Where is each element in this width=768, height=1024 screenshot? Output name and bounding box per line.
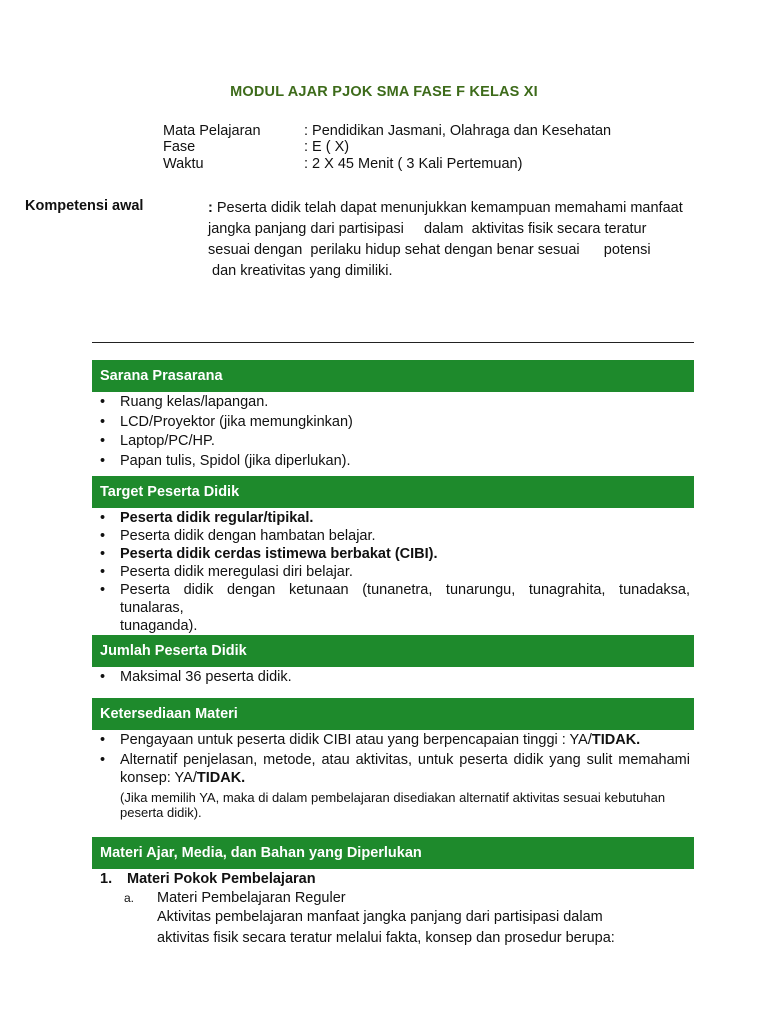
list-item: • Peserta didik dengan ketunaan (tunanetra, tunarungu, tunagrahita, tunadaksa, tunalaras, [100, 582, 690, 616]
list-item-continuation: tunaganda). [120, 618, 198, 634]
section-header-jumlah: Jumlah Peserta Didik [92, 635, 694, 667]
materi-paragraph [157, 907, 677, 949]
section-header-sarana: Sarana Prasarana [92, 360, 694, 392]
info-value: : Pendidikan Jasmani, Olahraga dan Kesehatan [304, 123, 612, 139]
bullet-icon: • [100, 510, 106, 526]
materi-sub-letter: a. [124, 891, 135, 905]
section-header-materi: Materi Ajar, Media, dan Bahan yang Diperlukan [92, 837, 694, 869]
list-item: • Ruang kelas/lapangan. [100, 393, 690, 413]
list-item: • Laptop/PC/HP. [100, 432, 690, 452]
section-header-target: Target Peserta Didik [92, 476, 694, 508]
bullet-icon: • [100, 732, 106, 748]
kompetensi-text [208, 198, 718, 282]
kompetensi-line: dan kreativitas yang dimiliki. [208, 263, 393, 279]
info-label: Waktu [163, 156, 204, 172]
materi-number: 1. [100, 871, 113, 887]
info-label: Mata Pelajaran [163, 123, 261, 139]
materi-heading-text: Materi Pokok Pembelajaran [127, 871, 316, 887]
list-item: • Pengayaan untuk peserta didik CIBI atau yang berpencapaian tinggi : YA/TIDAK. [100, 732, 641, 748]
info-value: : E ( X) [304, 139, 350, 155]
sarana-list [100, 393, 690, 471]
info-row-subject [163, 123, 611, 140]
info-value: : 2 X 45 Menit ( 3 Kali Pertemuan) [304, 156, 523, 172]
list-item: • Peserta didik cerdas istimewa berbakat (CIBI). [100, 546, 438, 562]
list-item: • Papan tulis, Spidol (jika diperlukan). [100, 452, 690, 472]
list-item: • Maksimal 36 peserta didik. [100, 669, 292, 685]
bullet-icon: • [100, 752, 106, 768]
bullet-icon: • [100, 528, 106, 544]
bullet-icon: • [100, 582, 106, 598]
jumlah-list [100, 668, 690, 687]
ketersediaan-note-cont: peserta didik). [120, 805, 202, 820]
list-item: • Peserta didik meregulasi diri belajar. [100, 564, 353, 580]
info-label: Fase [163, 139, 196, 155]
ketersediaan-note: (Jika memilih YA, maka di dalam pembelajaran disediakan alternatif aktivitas sesuai kebutuhan [120, 790, 666, 805]
target-list [100, 509, 690, 636]
list-item: • Peserta didik regular/tipikal. [100, 510, 314, 526]
kompetensi-colon: : [208, 200, 213, 216]
materi-paragraph-line: Aktivitas pembelajaran manfaat jangka panjang dari partisipasi dalam [157, 909, 603, 925]
bullet-icon: • [100, 413, 106, 430]
list-item: • Peserta didik dengan hambatan belajar. [100, 528, 376, 544]
horizontal-divider [92, 342, 694, 343]
list-item: • LCD/Proyektor (jika memungkinkan) [100, 413, 690, 433]
materi-paragraph-line: aktivitas fisik secara teratur melalui fakta, konsep dan prosedur berupa: [157, 930, 615, 946]
materi-heading [100, 870, 316, 888]
materi-subheading [124, 889, 346, 907]
bullet-icon: • [100, 394, 106, 410]
info-row-time [163, 156, 522, 173]
kompetensi-label: Kompetensi awal [25, 198, 144, 214]
list-item: • Alternatif penjelasan, metode, atau aktivitas, untuk peserta didik yang sulit memahami konsep: YA/TIDAK. [100, 752, 690, 786]
ketersediaan-list [100, 731, 690, 820]
bullet-icon: • [100, 452, 106, 469]
kompetensi-line: sesuai dengan perilaku hidup sehat dengan benar sesuai potensi [208, 242, 651, 258]
kompetensi-line: jangka panjang dari partisipasi dalam aktivitas fisik secara teratur [208, 221, 647, 237]
section-header-ketersediaan: Ketersediaan Materi [92, 698, 694, 730]
kompetensi-line: Peserta didik telah dapat menunjukkan kemampuan memahami manfaat [212, 200, 683, 216]
bullet-icon: • [100, 564, 106, 580]
document-title: MODUL AJAR PJOK SMA FASE F KELAS XI [230, 84, 538, 100]
materi-sub-title: Materi Pembelajaran Reguler [157, 890, 346, 906]
bullet-icon: • [100, 669, 106, 685]
bullet-icon: • [100, 433, 106, 449]
bullet-icon: • [100, 546, 106, 562]
info-row-phase [163, 139, 349, 156]
